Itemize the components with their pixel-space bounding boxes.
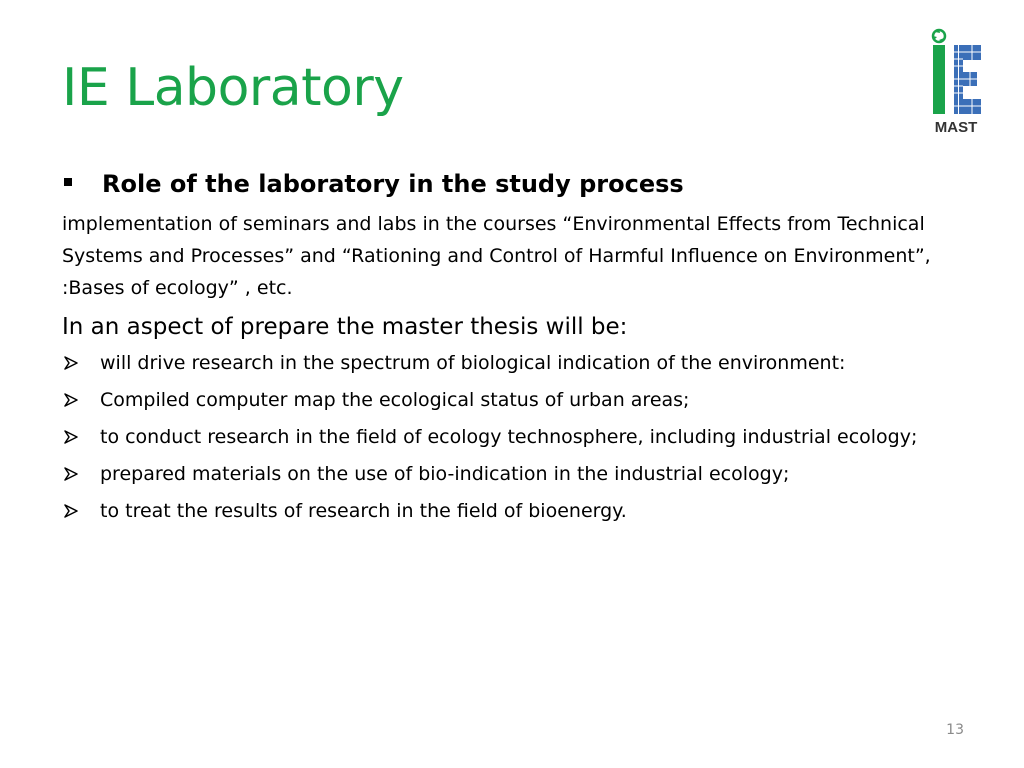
logo-letter-i bbox=[933, 45, 945, 114]
arrow-bullet-icon bbox=[62, 428, 80, 446]
list-item bbox=[62, 422, 972, 452]
logo-text: MAST bbox=[934, 119, 978, 136]
ie-mast-logo bbox=[926, 28, 986, 138]
slide-content bbox=[62, 166, 972, 533]
arrow-bullet-icon bbox=[62, 465, 80, 483]
list-item bbox=[62, 496, 972, 526]
list-item bbox=[62, 385, 972, 415]
slide-title: IE Laboratory bbox=[62, 58, 404, 118]
aspect-line: In an aspect of prepare the master thesis will be: bbox=[62, 314, 628, 340]
list-item bbox=[62, 348, 972, 378]
arrow-bullet-icon bbox=[62, 502, 80, 520]
bullet-list bbox=[62, 348, 972, 526]
square-bullet-icon bbox=[64, 178, 72, 186]
arrow-bullet-icon bbox=[62, 391, 80, 409]
section-heading-text: Role of the laboratory in the study process bbox=[102, 170, 684, 198]
list-item-text: Compiled computer map the ecological status of urban areas; bbox=[100, 389, 690, 411]
list-item-text: will drive research in the spectrum of biological indication of the environment: bbox=[100, 352, 846, 374]
list-item-text: to treat the results of research in the field of bioenergy. bbox=[100, 500, 627, 522]
list-item-text: to conduct research in the field of ecology technosphere, including industrial ecology; bbox=[100, 426, 918, 448]
description-text: implementation of seminars and labs in the courses “Environmental Effects from Technical Systems and Processes” and “Rationing and Control of Harmful Influence on Environment”, :Bases of ecology” , etc. bbox=[62, 213, 931, 299]
section-heading bbox=[62, 166, 972, 202]
solar-panel-icon bbox=[954, 45, 981, 114]
recycle-icon bbox=[933, 29, 945, 42]
arrow-bullet-icon bbox=[62, 354, 80, 372]
list-item bbox=[62, 459, 972, 489]
page-number: 13 bbox=[946, 722, 964, 738]
logo-graphic bbox=[926, 28, 986, 138]
list-item-text: prepared materials on the use of bio-indication in the industrial ecology; bbox=[100, 463, 790, 485]
